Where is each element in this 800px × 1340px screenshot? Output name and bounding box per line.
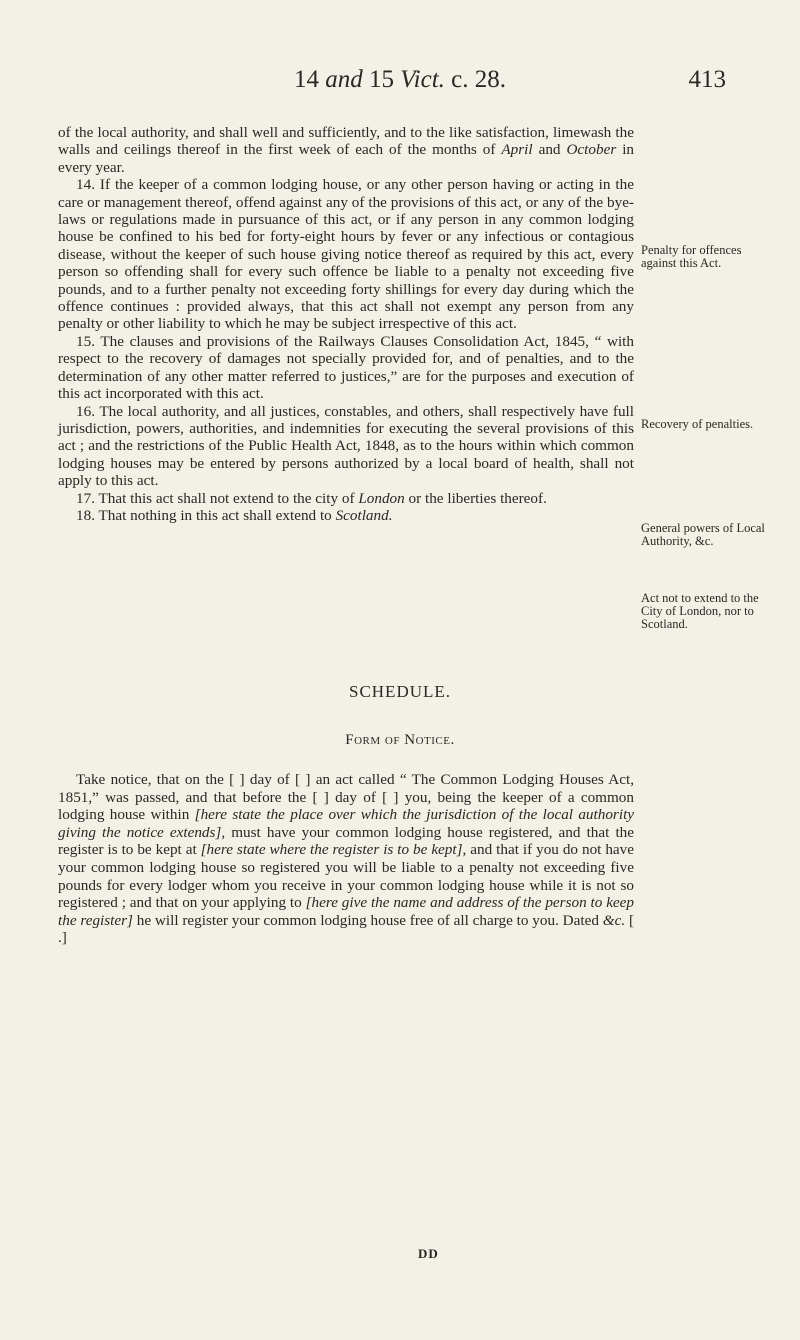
london: London bbox=[358, 489, 405, 507]
notice-initial: N bbox=[404, 732, 416, 748]
running-title bbox=[0, 66, 800, 94]
notice-part: , must have your common lodging house registered, and that the register is to be kept at bbox=[58, 823, 634, 859]
notice-etc: &c. bbox=[602, 911, 626, 929]
notice-part: [ .] bbox=[58, 911, 634, 947]
signature-mark: DD bbox=[418, 1246, 439, 1261]
notice-word: otice. bbox=[415, 732, 455, 748]
margin-note-recovery: Recovery of penalties. bbox=[641, 417, 754, 431]
notice-instruction: [here state where the register is to be kept] bbox=[200, 841, 463, 859]
notice-instruction: [here state the place over which the jurisdiction of the local authority giving the notice extends] bbox=[58, 806, 635, 841]
title-part: 15 bbox=[368, 66, 394, 93]
running-head bbox=[0, 66, 800, 100]
section-17-text: 17. That this act shall not extend to the city of bbox=[76, 489, 355, 507]
notice-part: , and that if you do not have your common lodging house so registered you will be liable to a penalty not exceeding five pounds for every lodger whom you receive in your common lodging house while it is not so registered ; and that on your applying to bbox=[58, 841, 634, 912]
page-number: 413 bbox=[688, 66, 726, 93]
intro-text: of the local authority, and shall well and sufficiently, and to the like satisfaction, limewash the walls and ceilings thereof in the first week of each of the months of bbox=[58, 124, 634, 159]
statute-text bbox=[58, 124, 634, 524]
scotland: Scotland. bbox=[335, 506, 393, 524]
section-17 bbox=[58, 490, 634, 507]
section-14: 14. If the keeper of a common lodging house, or any other person having or acting in the care or management thereof, offend against any of the provisions of this act, or any of the bye-laws or regulations made in pursuance of this act, or if any person in any common lodging house be confined to his bed for forty-eight hours by fever or any infectious or contagious disease, without the keeper of such house giving notice thereof as required by this act, every person so offending shall for every such offence be liable to a penalty not exceeding five pounds, and to a further penalty not exceeding forty shillings for every day during which the offence continues : provided always, that this act shall not exempt any person from any penalty or other liability to which he may be subject irrespective of this act. bbox=[58, 176, 634, 333]
intro-and: and bbox=[538, 141, 561, 159]
notice-text bbox=[58, 771, 634, 947]
month-october: October bbox=[566, 141, 617, 159]
section-15: 15. The clauses and provisions of the Railways Clauses Consolidation Act, 1845, “ with respect to the recovery of damages not specially provided for, and of penalties, and to the determination of any other matter referred to justices,” are for the purposes and execution of this act incorporated with this act. bbox=[58, 332, 634, 403]
form-initial: F bbox=[345, 732, 355, 748]
notice-instruction: [here give the name and address of the person to keep the register] bbox=[58, 894, 635, 929]
section-16: 16. The local authority, and all justices, constables, and others, shall respectively have full jurisdiction, powers, authorities, and indemnities for executing the several provisions of this act ; and the restrictions of the Public Health Act, 1848, as to the hours within which common lodging houses may be entered by persons authorized by a local board of health, shall not apply to this act. bbox=[58, 402, 634, 490]
margin-note-penalty: Penalty for offences against this Act. bbox=[641, 243, 742, 270]
notice-paragraph bbox=[58, 771, 634, 947]
title-part: 14 bbox=[293, 66, 319, 93]
intro-end: in every year. bbox=[58, 141, 635, 176]
margin-note-act-not: Act not to extend to the City of London, nor to Scotland. bbox=[641, 591, 759, 631]
notice-part: he will register your common lodging house free of all charge to you. Dated bbox=[136, 911, 599, 929]
title-part: c. 28. bbox=[451, 66, 506, 93]
form-heading bbox=[0, 732, 800, 749]
schedule-heading: SCHEDULE. bbox=[348, 682, 452, 701]
intro-paragraph bbox=[58, 124, 634, 176]
margin-note-general-powers: General powers of Local Authority, &c. bbox=[641, 521, 765, 548]
title-and: and bbox=[325, 66, 363, 93]
month-april: April bbox=[501, 141, 533, 159]
section-18 bbox=[58, 507, 634, 524]
title-vict: Vict. bbox=[400, 66, 445, 93]
section-17-end: or the liberties thereof. bbox=[408, 489, 547, 507]
section-18-text: 18. That nothing in this act shall extend to bbox=[76, 506, 332, 524]
form-word: orm of bbox=[354, 732, 400, 748]
notice-part: Take notice, that on the [ ] day of [ ] an act called “ The Common Lodging Houses Act, 1851,” was passed, and that before the [ ] day of [ ] you, being the keeper of a common lodging house within bbox=[58, 771, 634, 824]
